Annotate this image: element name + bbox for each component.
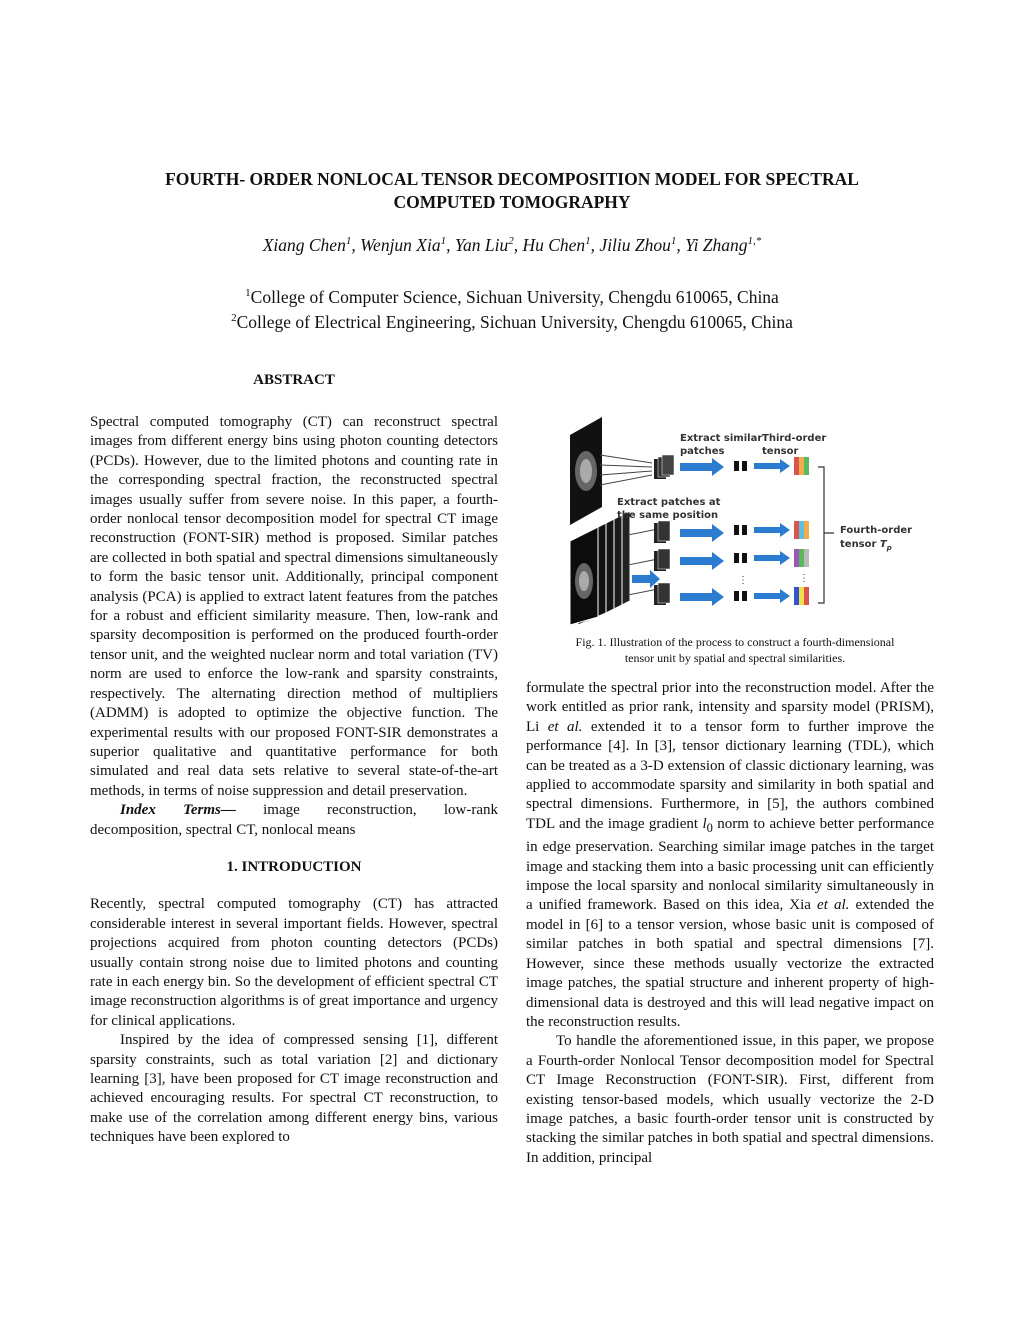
intro-paragraph-1: Recently, spectral computed tomography (CT) has attracted considerable interest in several important fields. However, spectral projections acquired from photon counting detectors (PCDs) usually contain strong noise due to limited photons and counting rate in each energy bin. So the development of efficient spectral CT image reconstruction algorithms is of great importance and urgency for clinical applications. — [90, 896, 498, 1029]
index-terms — [90, 801, 498, 840]
label-extract-similar: Extract similar — [680, 433, 763, 444]
author-sup: 1 — [440, 235, 447, 248]
author-name: Wenjun Xia — [360, 235, 441, 255]
affiliation-sup: 1 — [245, 287, 251, 299]
label-fourth-order-tensor — [840, 539, 892, 552]
blue-arrow — [754, 459, 790, 473]
label-same-position: Extract patches at — [617, 497, 721, 508]
blue-arrow — [680, 458, 724, 476]
tensor-construction-diagram — [562, 415, 922, 625]
text-run: et al. — [547, 718, 583, 735]
caption-line-1: Fig. 1. Illustration of the process to construct a fourth-dimensional — [575, 635, 895, 649]
label-fourth-order: Fourth-order — [840, 525, 913, 536]
third-order-tensor — [794, 457, 809, 475]
right-paragraph-2: To handle the aforementioned issue, in this paper, we propose a Fourth-order Nonlocal Tensor decomposition model for Spectral CT Image Reconstruction (FONT-SIR). First, different from existing tensor-based models, which usually vectorize the 2-D image patches, a basic fourth-order tensor unit is constructed by stacking the similar patches in both spatial and spectral dimensions. In addition, principal — [526, 1033, 934, 1166]
affiliation-2 — [90, 308, 934, 333]
affiliation-text: College of Computer Science, Sichuan University, Chengdu 610065, China — [250, 286, 779, 307]
math-l0: l — [702, 815, 707, 832]
patch-stack-top — [654, 455, 674, 479]
figure-caption — [540, 635, 930, 666]
tp-symbol: T — [879, 539, 887, 550]
label-extract-similar-2: patches — [680, 446, 725, 457]
patch — [734, 461, 739, 471]
author-sup: 1 — [585, 235, 591, 248]
patch-arrows-top — [600, 455, 652, 485]
text-run: extended the model in [6] to a tensor version, whose basic unit is composed of similar patches in both spatial and spectral dimensions [7]. However, since these methods usually vectorize the extracted image patches, the spatial structure and inherent property of high-dimensional data is destroyed and this will lead negative impact on the reconstruction results. — [526, 897, 934, 1030]
svg-text:⋮: ⋮ — [799, 573, 809, 584]
patch-rows — [628, 521, 809, 606]
affiliation-text: College of Electrical Engineering, Sichuan University, Chengdu 610065, China — [236, 311, 793, 332]
text-run: formulate the spectral prior into the reconstruction model. After the work entitled as prior rank, intensity and sparsity model (PRISM), Li — [526, 680, 934, 735]
index-terms-label: Index Terms— — [120, 802, 236, 819]
title-line-1: FOURTH- ORDER NONLOCAL TENSOR DECOMPOSITION MODEL FOR SPECTRAL — [165, 169, 859, 189]
text-run: et al. — [817, 897, 850, 914]
title-line-2: COMPUTED TOMOGRAPHY — [393, 192, 631, 212]
figure-1 — [562, 415, 922, 625]
label-third-order-2: tensor — [762, 446, 799, 457]
caption-line-2: tensor unit by spatial and spectral similarities. — [624, 650, 846, 665]
author-name: Yi Zhang — [685, 235, 748, 255]
author-sup: 1,* — [747, 235, 762, 248]
right-paragraph-1 — [526, 679, 934, 1032]
affiliation-sup: 2 — [231, 311, 237, 324]
text-run: norm to achieve better performance in edge preservation. Searching similar image patches in the target image and stacking them into a basic processing unit can efficiently impose the local sparsity and nonlocal similarity simultaneously in a unified framework. Based on this idea, Xia — [526, 815, 934, 914]
author-name: Hu Chen — [522, 235, 586, 255]
fourth-order-tensor-word: tensor — [840, 539, 877, 550]
author-sup: 1 — [670, 235, 677, 248]
tp-subscript: p — [886, 544, 892, 552]
label-same-position-2: the same position — [617, 510, 719, 521]
svg-text:⋮: ⋮ — [738, 575, 748, 586]
abstract-text: Spectral computed tomography (CT) can reconstruct spectral images from different energy bins using photon counting detectors (PCDs). However, due to the limited photons and counting rate in the corresponding spectral fraction, the reconstructed spectral images usually suffer from severe noise. In this paper, a fourth-order nonlocal tensor decomposition model for spectral CT image reconstruction (FONT-SIR) method is proposed. Similar patches are collected in both spatial and spectral dimensions simultaneously to form the basic tensor unit. Additionally, principal component analysis (PCA) is applied to extract latent features from the patches for a robust and efficient similarity measure. Then, low-rank and sparsity decomposition is performed on the produced fourth-order tensor unit, and the weighted nuclear norm and total variation (TV) norm are used to enforce the low-rank and sparsity constraints, respectively. The alternating direction method of multipliers (ADMM) is adopted to optimize the objective function. The experimental results with our proposed FONT-SIR demonstrates a superior qualitative and quantitative performance for both simulated and real data sets relative to several state-of-the-art methods, in terms of noise suppression and detail preservation. — [90, 414, 498, 799]
paper-title — [90, 168, 934, 214]
index-terms-text: image reconstruction, low-rank decomposition, spectral CT, nonlocal means — [90, 802, 499, 838]
abstract-heading: ABSTRACT — [253, 372, 335, 388]
ct-image-stack — [570, 511, 630, 625]
label-third-order: Third-order — [762, 433, 827, 444]
author-name: Yan Liu — [454, 235, 509, 255]
math-l0-sub: 0 — [706, 820, 713, 835]
author-list: Xiang Chen$^1$, Wenjun Xia$^1$, Yan Liu$^2$, Hu Chen$^1$, Jiliu Zhou$^1$, Yi Zhang$^{1,*}$ — [262, 235, 762, 255]
text-run: extended it to a tensor form to further improve the performance [4]. In [3], tensor dictionary learning (TDL), which can be treated as a 3-D extension of classic dictionary learning, was applied to accommodate sparsity and similarity in both spatial and spectral dimensions. Furthermore, in [5], the authors combined TDL and the image gradient — [526, 718, 934, 832]
left-column — [90, 413, 498, 1148]
author-name: Jiliu Zhou — [599, 235, 671, 255]
intro-paragraph-2: Inspired by the idea of compressed sensing [1], different sparsity constraints, such as total variation [2] and dictionary learning [3], have been proposed for CT image reconstruction and achieved encouraging results. For spectral CT reconstruction, to make use of the correlation among different energy bins, various techniques have been explored to — [90, 1032, 498, 1146]
patch — [742, 461, 747, 471]
author-sup: 1 — [345, 235, 352, 248]
affiliation-1 — [90, 283, 934, 308]
affiliations — [90, 283, 934, 333]
author-name: Xiang Chen — [262, 235, 346, 255]
right-column — [526, 679, 934, 1168]
bracket — [818, 467, 834, 603]
author-sup: 2 — [508, 235, 514, 248]
ct-image-single — [570, 417, 602, 525]
introduction-heading: 1. INTRODUCTION — [226, 858, 362, 875]
